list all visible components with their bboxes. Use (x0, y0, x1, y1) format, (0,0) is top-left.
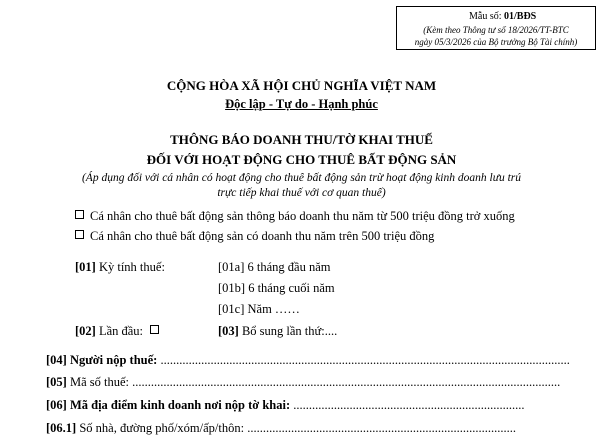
business-location-dots: .......................................................................... (293, 398, 525, 412)
street-address-label: Số nhà, đường phố/xóm/ấp/thôn: (79, 421, 245, 435)
option-2-label: Cá nhân cho thuê bất động sản có doanh thu năm trên 500 triệu đồng (90, 229, 435, 243)
nation-header: CỘNG HÒA XÃ HỘI CHỦ NGHĨA VIỆT NAM (166, 78, 437, 93)
title-line-2: ĐỐI VỚI HOẠT ĐỘNG CHO THUÊ BẤT ĐỘNG SẢN (146, 152, 457, 167)
first-time (75, 324, 165, 339)
tax-period-option-b[interactable]: [01b] 6 tháng cuối năm (218, 281, 335, 295)
supplement-code: [03] (218, 324, 239, 338)
business-location-code: [06] (46, 398, 67, 412)
tax-period-label (75, 260, 165, 275)
form-number-box (396, 6, 596, 50)
taxpayer-label: Người nộp thuế: (69, 353, 158, 367)
title-note-1: (Áp dụng đối với cá nhân có hoạt động cho thuê bất động sản trừ hoạt động kinh doanh lưu trú (81, 172, 522, 184)
street-address-field[interactable] (46, 421, 516, 436)
tax-period-option-c[interactable]: [01c] Năm …… (218, 302, 300, 316)
taxpayer-code: [04] (46, 353, 67, 367)
title-note-2: trực tiếp khai thuế với cơ quan thuế) (217, 187, 386, 199)
option-1[interactable] (75, 209, 515, 224)
form-number-value: 01/BĐS (504, 11, 537, 22)
first-time-code: [02] (75, 324, 96, 338)
tax-id-field[interactable] (46, 375, 560, 390)
motto: Độc lập - Tự do - Hạnh phúc (225, 97, 378, 111)
tax-id-dots: ......................................................................................................................................... (132, 375, 561, 389)
title-line-1: THÔNG BÁO DOANH THU/TỜ KHAI THUẾ (170, 132, 433, 147)
supplement-label: Bổ sung lần thứ:.... (241, 324, 338, 338)
form-number-label: Mẫu số: (469, 11, 502, 22)
tax-period-code: [01] (75, 260, 96, 274)
option-1-label: Cá nhân cho thuê bất động sản thông báo doanh thu năm từ 500 triệu đồng trở xuống (90, 209, 515, 223)
form-circular-date: ngày 05/3/2026 của Bộ trưởng Bộ Tài chính) (414, 37, 578, 47)
option-1-checkbox[interactable] (75, 210, 84, 219)
taxpayer-dots: ................................................................................................................................... (160, 353, 570, 367)
taxpayer-field[interactable] (46, 353, 570, 368)
tax-period-text: Kỳ tính thuế: (98, 260, 165, 274)
supplement[interactable] (218, 324, 337, 339)
motto-wrap (0, 95, 603, 113)
form-number (469, 11, 536, 22)
first-time-label: Lần đầu: (98, 324, 144, 338)
tax-id-label: Mã số thuế: (69, 375, 129, 389)
first-time-checkbox[interactable] (150, 325, 159, 334)
option-2-checkbox[interactable] (75, 230, 84, 239)
tax-id-code: [05] (46, 375, 67, 389)
street-address-code: [06.1] (46, 421, 77, 435)
business-location-field[interactable] (46, 398, 525, 413)
form-circular-ref: (Kèm theo Thông tư số 18/2026/TT-BTC (423, 25, 569, 35)
street-address-dots: ...................................................................................... (247, 421, 516, 435)
business-location-label: Mã địa điểm kinh doanh nơi nộp tờ khai: (69, 398, 291, 412)
option-2[interactable] (75, 229, 434, 244)
tax-period-option-a[interactable]: [01a] 6 tháng đầu năm (218, 260, 331, 274)
